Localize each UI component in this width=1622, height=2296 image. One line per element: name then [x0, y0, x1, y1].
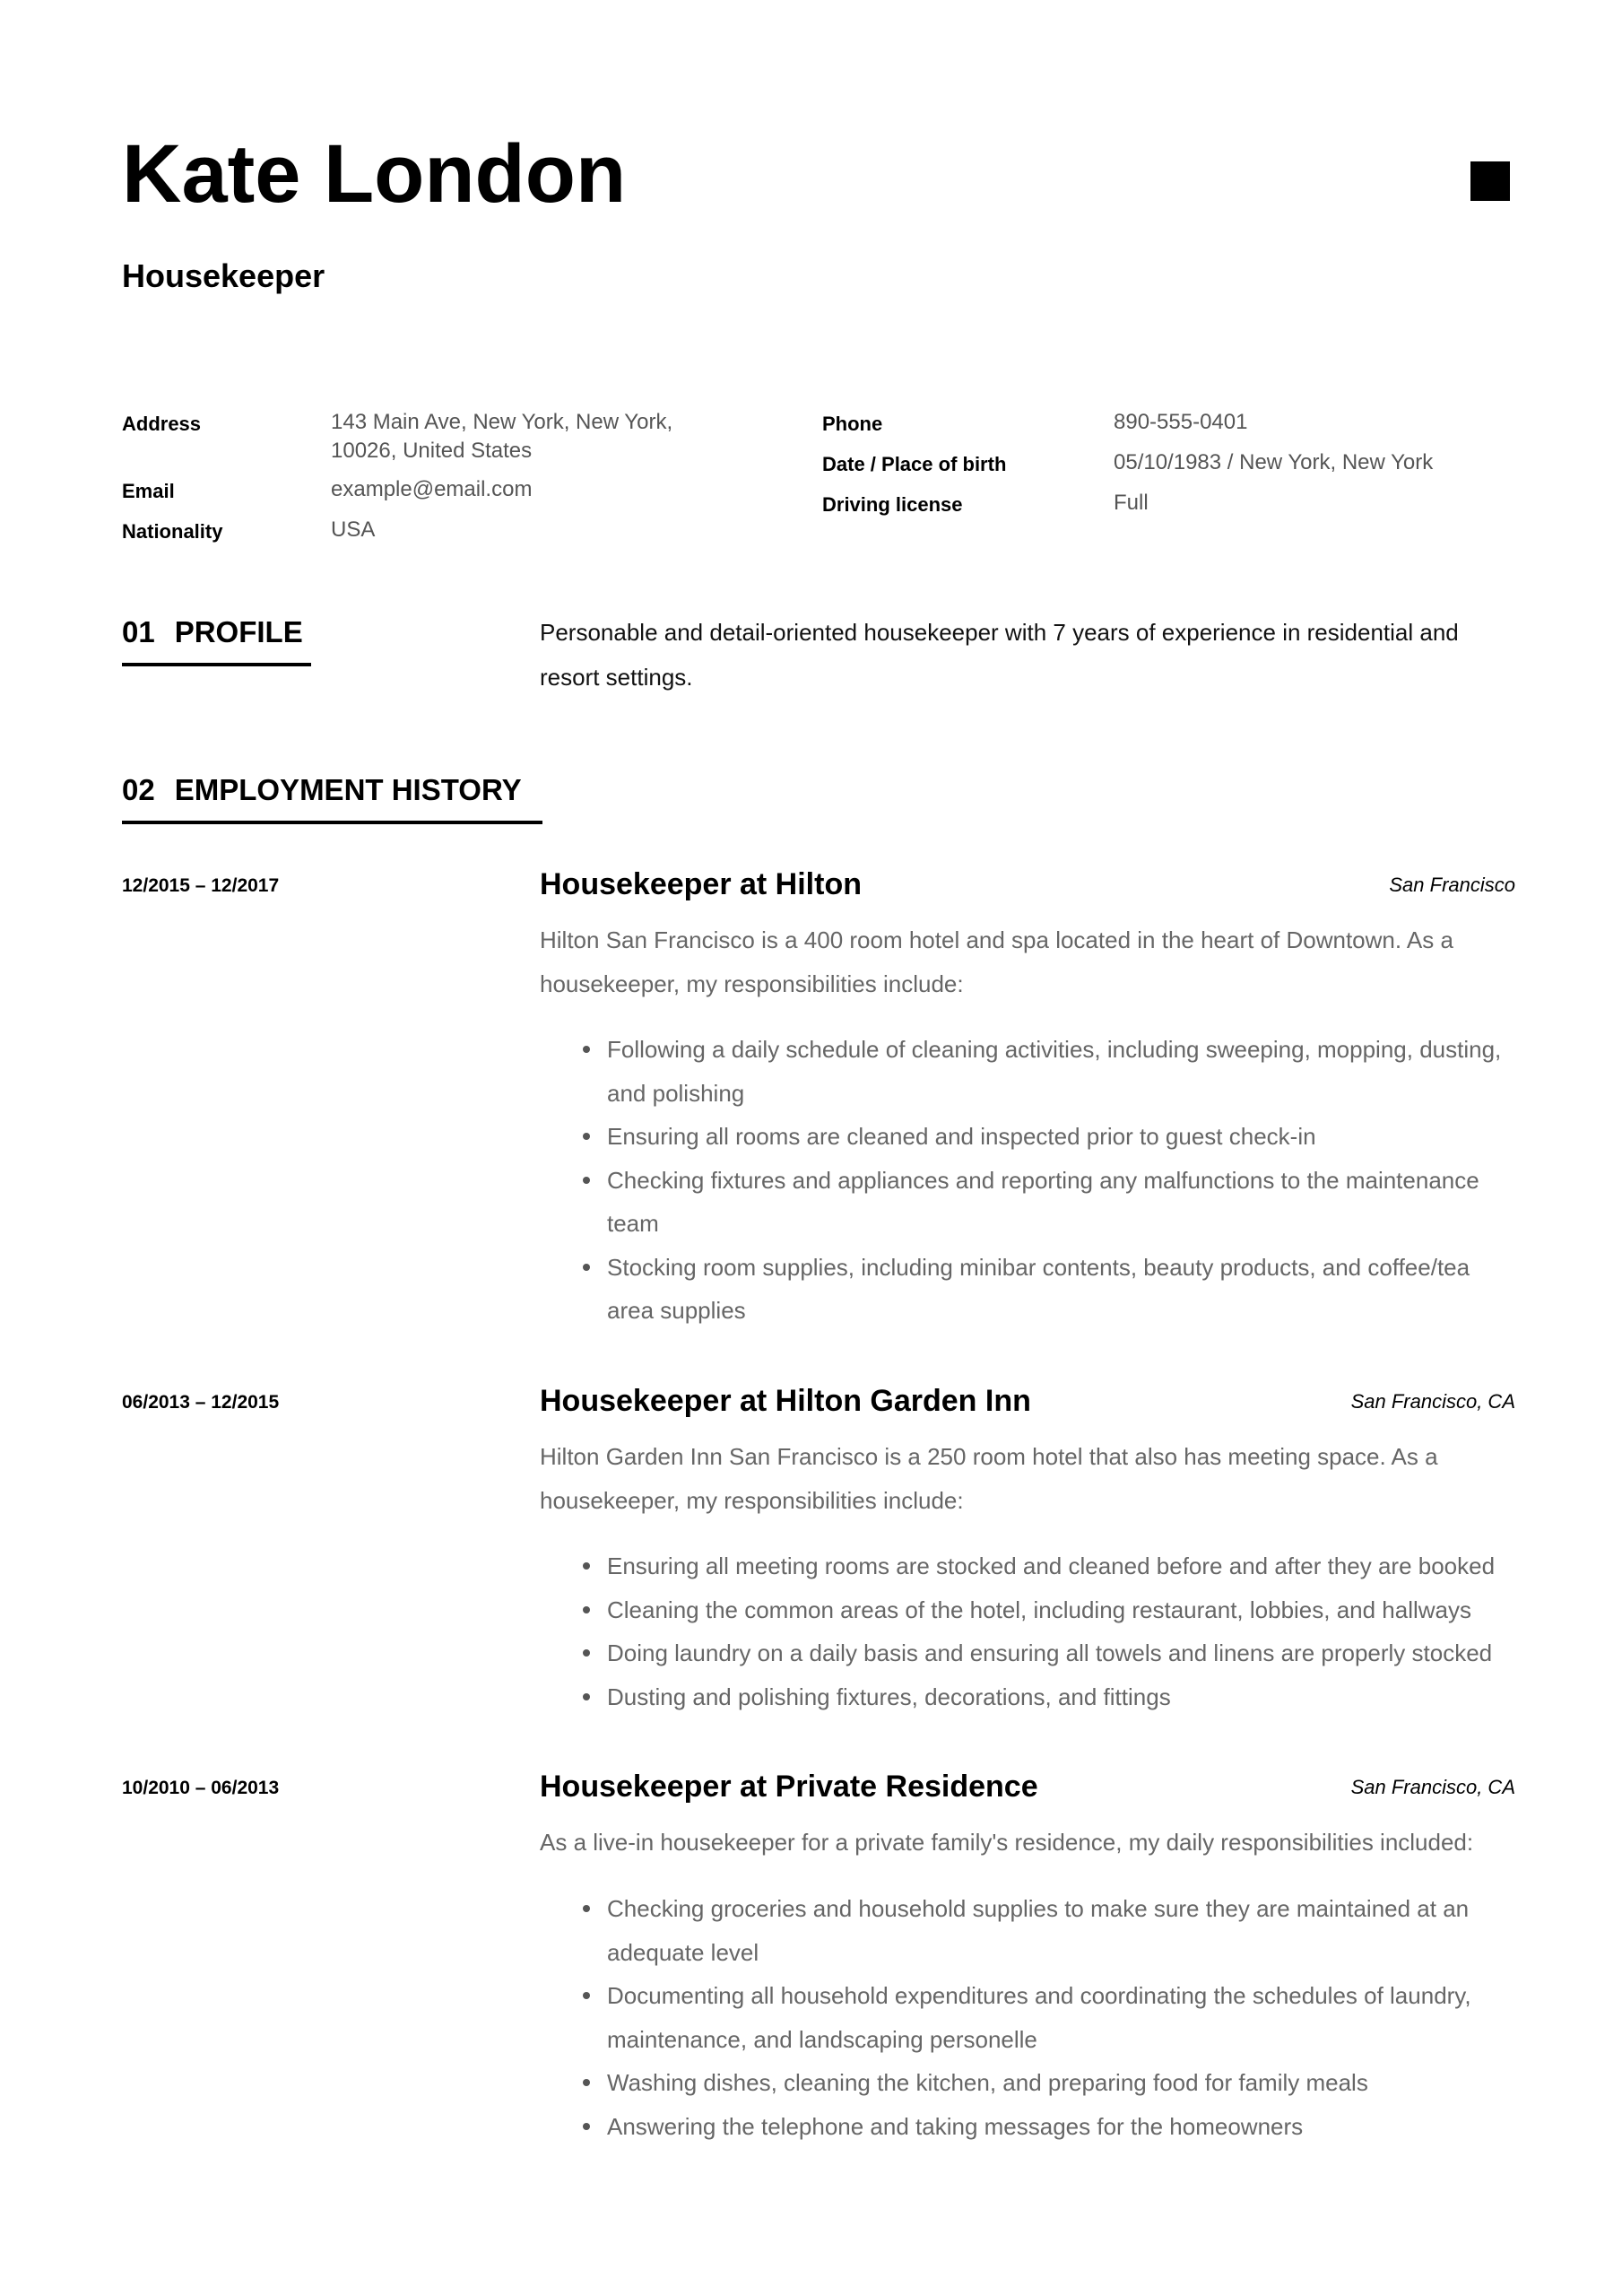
employment-heading-underline	[122, 821, 542, 824]
address-value-line2: 10026, United States	[331, 439, 533, 463]
license-label: Driving license	[822, 493, 963, 516]
list-item: Doing laundry on a daily basis and ensuring all towels and linens are properly stocked	[540, 1631, 1517, 1675]
list-item: Checking groceries and household supplies to make sure they are maintained at an adequate level	[540, 1887, 1517, 1974]
list-item: Answering the telephone and taking messages for the homeowners	[540, 2105, 1517, 2149]
job-city: San Francisco, CA	[1350, 1776, 1515, 1798]
job-title: Housekeeper at Hilton	[540, 867, 862, 901]
address-value-line1: 143 Main Ave, New York, New York,	[331, 410, 673, 434]
nationality-label: Nationality	[122, 520, 223, 543]
birth-label: Date / Place of birth	[822, 453, 1007, 475]
list-item: Stocking room supplies, including minibar contents, beauty products, and coffee/tea area supplies	[540, 1246, 1517, 1333]
job-dates: 06/2013 – 12/2015	[122, 1392, 280, 1413]
list-item: Cleaning the common areas of the hotel, including restaurant, lobbies, and hallways	[540, 1588, 1517, 1632]
list-item: Documenting all household expenditures and coordinating the schedules of laundry, maintenance, and landscaping personelle	[540, 1974, 1517, 2061]
profile-section-number: 01	[122, 615, 155, 648]
profile-heading-underline	[122, 663, 311, 666]
email-label: Email	[122, 480, 175, 502]
phone-value: 890-555-0401	[1114, 410, 1248, 434]
job-dates: 12/2015 – 12/2017	[122, 875, 280, 896]
profile-heading	[122, 617, 303, 647]
license-value: Full	[1114, 491, 1149, 515]
nationality-value: USA	[331, 517, 376, 542]
list-item: Checking fixtures and appliances and reporting any malfunctions to the maintenance team	[540, 1159, 1517, 1246]
list-item: Ensuring all rooms are cleaned and inspected prior to guest check-in	[540, 1115, 1517, 1159]
list-item: Following a daily schedule of cleaning activities, including sweeping, mopping, dusting, and polishing	[540, 1028, 1517, 1115]
job-description: As a live-in housekeeper for a private family's residence, my daily responsibilities included:	[540, 1829, 1474, 1856]
phone-label: Phone	[822, 413, 883, 435]
job-description: Hilton Garden Inn San Francisco is a 250 room hotel that also has meeting space. As a housekeeper, my responsibilities include:	[540, 1443, 1438, 1514]
birth-value: 05/10/1983 / New York, New York	[1114, 450, 1434, 474]
list-item: Dusting and polishing fixtures, decorations, and fittings	[540, 1675, 1517, 1719]
job-title: Housekeeper at Private Residence	[540, 1770, 1038, 1804]
black-square-icon	[1470, 161, 1510, 201]
job-title: Housekeeper at Hilton Garden Inn	[540, 1384, 1031, 1418]
job-dates: 10/2010 – 06/2013	[122, 1778, 280, 1798]
job-city: San Francisco, CA	[1350, 1390, 1515, 1413]
list-item: Washing dishes, cleaning the kitchen, and preparing food for family meals	[540, 2061, 1517, 2105]
job-responsibilities	[540, 1887, 1517, 2148]
email-value: example@email.com	[331, 477, 533, 501]
job-description: Hilton San Francisco is a 400 room hotel and spa located in the heart of Downtown. As a housekeeper, my responsibilities include:	[540, 926, 1453, 997]
employment-heading	[122, 775, 522, 804]
candidate-title: Housekeeper	[122, 257, 325, 294]
job-city: San Francisco	[1389, 874, 1515, 896]
address-label: Address	[122, 413, 202, 435]
profile-section-title: PROFILE	[174, 615, 303, 648]
job-responsibilities	[540, 1028, 1517, 1333]
employment-section-number: 02	[122, 773, 155, 806]
employment-section-title: EMPLOYMENT HISTORY	[174, 773, 522, 806]
job-responsibilities	[540, 1544, 1517, 1718]
candidate-name: Kate London	[122, 128, 627, 220]
list-item: Ensuring all meeting rooms are stocked and cleaned before and after they are booked	[540, 1544, 1517, 1588]
profile-text: Personable and detail-oriented housekeeper with 7 years of experience in residential and resort settings.	[540, 619, 1459, 691]
